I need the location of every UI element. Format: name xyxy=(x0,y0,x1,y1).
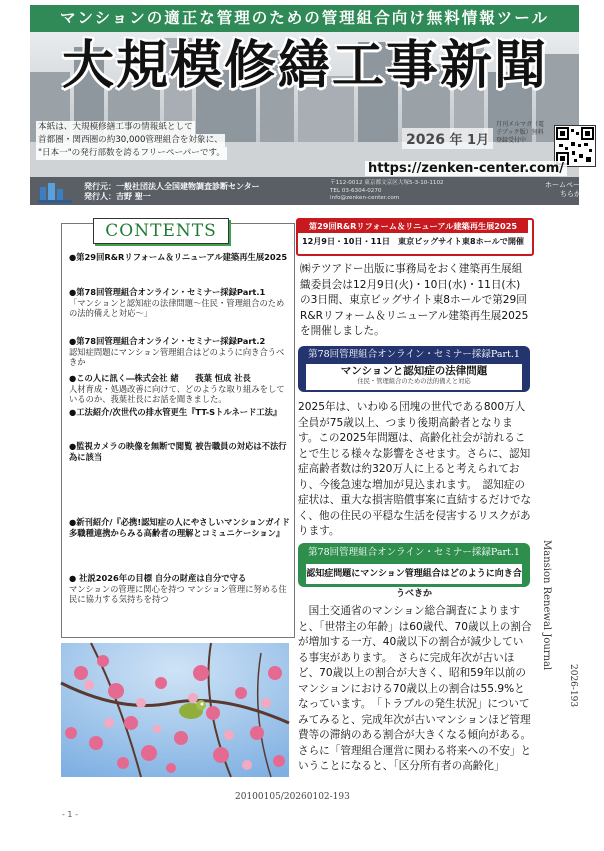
section2-title: 認知症問題にマンション管理組合はどのように向き合うべきか xyxy=(306,569,522,599)
issue-year: 2026 xyxy=(406,132,445,148)
page-code: 20100105/20260102-193 xyxy=(235,792,350,802)
toc-item[interactable] xyxy=(69,336,291,368)
toc-item-title: ●第29回R&Rリフォーム＆リニューアル建築再生展2025 xyxy=(69,252,288,262)
masthead xyxy=(30,5,604,205)
section1-title-box xyxy=(306,364,522,390)
address-line-2: TEL 03-6304-0270 xyxy=(330,187,382,194)
toc-item-title: ●監視カメラの映像を無断で閲覧 被告職員の対応は不法行為に該当 xyxy=(69,441,287,462)
toc-item-summary: 人材育成・処遇改善に向けて、どのような取り組みをしているのか、莪葉社長にお話を聞きました。 xyxy=(69,383,285,405)
section1-subtitle: 住民・管理組合のための法的備えと対応 xyxy=(357,378,471,385)
intro-line-2: 首都圏・関西圏の約30,000管理組合を対象に、 xyxy=(38,135,223,145)
contents-heading: CONTENTS xyxy=(93,218,229,244)
org-logo-icon xyxy=(38,181,72,203)
toc-item-summary: 認知症問題にマンション管理組合はどのように向き合うべきか xyxy=(69,346,285,368)
qr-caption: ホームページは こちらから xyxy=(544,181,604,198)
toc-item[interactable] xyxy=(69,287,291,319)
mailmag-label: 月刊メルマガ（電子ブック版）無料登録受付中 xyxy=(496,121,545,144)
address-line-1: 〒112-0012 東京都文京区大塚5-3-10-1102 xyxy=(330,180,444,186)
intro-line-1: 本紙は、大規模修繕工事の情報紙として xyxy=(38,122,193,132)
section2-body: 国土交通省のマンション総合調査によりますと、「世帯主の年齢」は60歳代、70歳以上の割合が増加する一方、40歳以下の割合が減少している事実があります。 さらに完成年次が古いほど、70歳以上の割合が大きく、昭和59年以前のマンションにおける70歳以上の割合は55.9%となっています。 「トラブルの発生状況」についてみてみると、完成年次が古いマンションほど管理費等の滞納のある割合が大きくなる傾向がある。さらに「管理組合運営に関わる将来への不安」ということになると、「区分所有者の高齢化」 xyxy=(298,605,532,772)
toc-item-title: ●第78回管理組合オンライン・セミナー採録Part.1 xyxy=(69,287,266,297)
journal-name-vertical: Mansion Renewal Journal xyxy=(541,540,552,671)
toc-item[interactable] xyxy=(69,407,291,418)
editor-line: 発行人：吉野 聖一 xyxy=(84,192,151,201)
toc-item[interactable] xyxy=(69,252,291,263)
section1-title: マンションと認知症の法律問題 xyxy=(340,365,488,377)
toc-item[interactable] xyxy=(69,573,291,605)
toc-item-title: ● 社説2026年の目標 自分の財産は自分で守る xyxy=(69,573,247,583)
website-link[interactable]: https://zenken-center.com/ xyxy=(365,161,567,176)
event-body: ㈱テツアドー出版に事務局をおく建築再生展組織委員会は12月9日(火)・10日(水)・11日(木)の3日間、東京ビッグサイト東8ホールで第29回R&Rリフォーム＆リニューアル建築再生展2025を開催しました。 xyxy=(300,263,529,337)
issue-month: 年 1月 xyxy=(449,133,490,148)
toc-item[interactable] xyxy=(69,517,291,538)
page-number: - 1 - xyxy=(62,810,78,819)
issue-code-vertical: 2026-193 xyxy=(568,664,578,708)
toc-item-title: ●工法紹介/次世代の排水管更生『TT-Sトルネード工法』 xyxy=(69,407,282,417)
toc-item[interactable] xyxy=(69,441,291,462)
section1-kicker: 第78回管理組合オンライン・セミナー採録Part.1 xyxy=(308,349,520,360)
publisher-info xyxy=(84,182,260,202)
event-title: 第29回R&Rリフォーム＆リニューアル建築再生展2025 xyxy=(298,220,528,233)
contact-address xyxy=(330,180,444,203)
intro-text xyxy=(36,121,296,160)
plum-blossom-photo xyxy=(61,643,289,777)
toc-item[interactable] xyxy=(69,373,291,405)
toc-item-title: ●新刊紹介/『必携!認知症の人にやさしいマンションガイド 多職種連携からみる高齢者の理解とコミュニケーション』 xyxy=(69,517,290,538)
section2-kicker: 第78回管理組合オンライン・セミナー採録Part.1 xyxy=(308,547,520,558)
toc-item-summary: マンションの管理に関心を持つ マンション管理に努める住民に協力する気持ちを持つ xyxy=(69,583,287,605)
publisher-line: 発行元：一般社団法人全国建物調査診断センター xyxy=(84,182,260,191)
section2-title-box xyxy=(306,564,522,599)
toc-item-title: ●第78回管理組合オンライン・セミナー採録Part.2 xyxy=(69,336,266,346)
address-line-3: info@zenken-center.com xyxy=(330,195,400,202)
issue-date xyxy=(402,128,493,149)
toc-item-summary: 「マンションと認知症の法律問題〜住民・管理組合のための法的備えと対応〜」 xyxy=(69,297,285,319)
intro-line-3: "日本一"の発行部数を誇るフリーペーパーです。 xyxy=(38,148,225,158)
section1-body: 2025年は、いわゆる団塊の世代である800万人全員が75歳以上、つまり後期高齢者となります。この2025年問題は、高齢化社会が訪れることで生じる様々な影響をさせます。さらに、認知症高齢者数は約320万人に上ると考えられており、今後急速な増加が見込まれます。 認知症の症状は、重大な損害賠償事案に直結するだけでなく、他の住民の平穏な生活を侵害するリスクがあります。 xyxy=(298,401,532,537)
toc-item-title: ●この人に訊く―株式会社 緒 莪葉 恒成 社長 xyxy=(69,373,251,383)
tagline-bar: マンションの適正な管理のための管理組合向け無料情報ツール xyxy=(30,5,579,32)
newspaper-title: 大規模修繕工事新聞 xyxy=(61,35,548,96)
event-date: 12月9日・10日・11日 東京ビッグサイト東8ホールで開催 xyxy=(301,236,525,246)
